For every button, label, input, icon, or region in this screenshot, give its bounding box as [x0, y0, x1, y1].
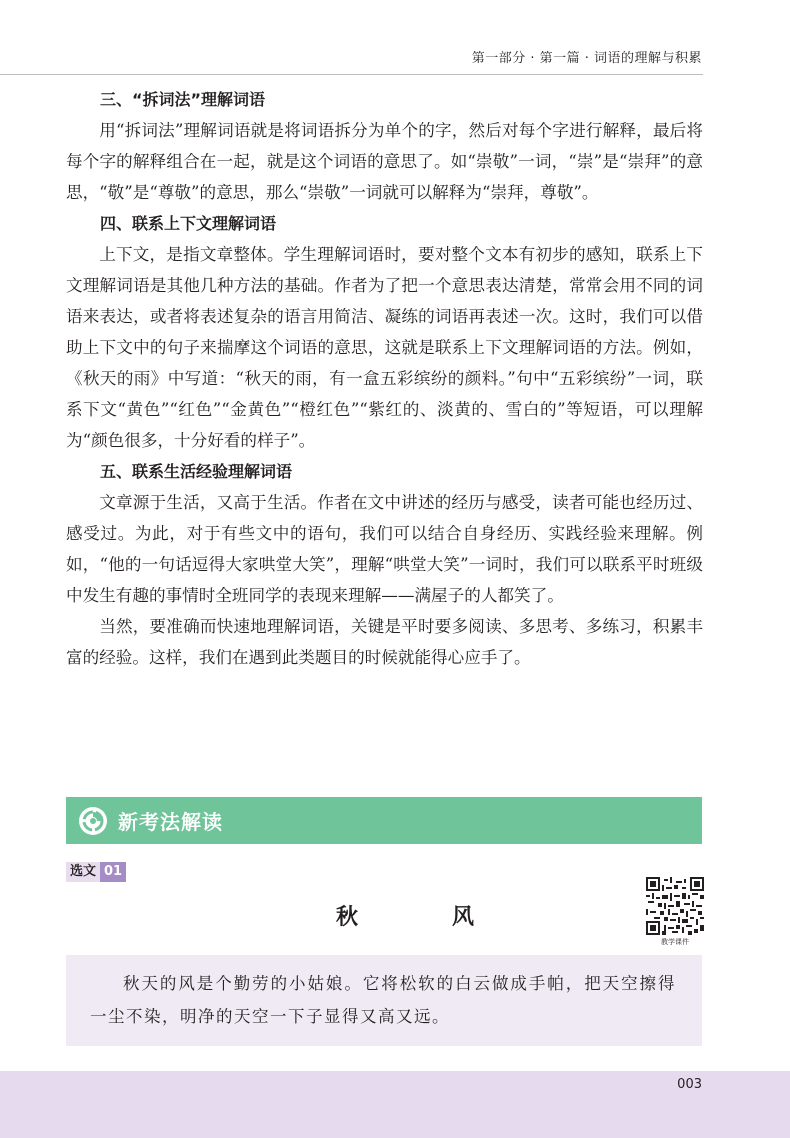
qr-caption: 教学课件	[661, 938, 689, 946]
selection-number: 01	[100, 862, 126, 882]
cycle-icon	[78, 806, 108, 836]
body-text	[66, 84, 703, 673]
page-number: 003	[677, 1077, 702, 1092]
paragraph: 文章源于生活，又高于生活。作者在文中讲述的经历与感受，读者可能也经历过、感受过。为此，对于有些文中的语句，我们可以结合自身经历、实践经验来理解。例如，“他的一句话逗得大家哄堂大笑”，理解“哄堂大笑”一词时，我们可以联系平时班级中发生有趣的事情时全班同学的表现来理解——满屋子的人都笑了。	[66, 493, 703, 605]
header-divider	[0, 74, 703, 75]
excerpt-box	[66, 955, 702, 1046]
section-title-5: 五、联系生活经验理解词语	[100, 462, 293, 481]
paragraph: 当然，要准确而快速地理解词语，关键是平时要多阅读、多思考、多练习，积累丰富的经验。这样，我们在遇到此类题目的时候就能得心应手了。	[66, 617, 703, 667]
page-footer	[0, 1071, 790, 1138]
qr-code-icon[interactable]	[646, 877, 704, 935]
excerpt-text: 秋天的风是个勤劳的小姑娘。它将松软的白云做成手帕，把天空擦得一尘不染，明净的天空一下子显得又高又远。	[90, 974, 676, 1026]
selection-label: 选文	[66, 862, 100, 882]
running-header: 第一部分 · 第一篇 · 词语的理解与积累	[471, 51, 702, 66]
story-title: 秋 风	[336, 904, 511, 930]
section-banner	[66, 797, 702, 844]
banner-title: 新考法解读	[118, 810, 223, 834]
section-title-4: 四、联系上下文理解词语	[100, 214, 277, 233]
paragraph: 用“拆词法”理解词语就是将词语拆分为单个的字，然后对每个字进行解释，最后将每个字的解释组合在一起，就是这个词语的意思了。如“崇敬”一词，“崇”是“崇拜”的意思，“敬”是“尊敬”的意思，那么“崇敬”一词就可以解释为“崇拜，尊敬”。	[66, 121, 703, 202]
selection-tag	[66, 862, 126, 882]
paragraph: 上下文，是指文章整体。学生理解词语时，要对整个文本有初步的感知，联系上下文理解词语是其他几种方法的基础。作者为了把一个意思表达清楚，常常会用不同的词语来表达，或者将表述复杂的语言用简洁、凝练的词语再表述一次。这时，我们可以借助上下文中的句子来揣摩这个词语的意思，这就是联系上下文理解词语的方法。例如，《秋天的雨》中写道：“秋天的雨，有一盒五彩缤纷的颜料。”句中“五彩缤纷”一词，联系下文“黄色”“红色”“金黄色”“橙红色”“紫红的、淡黄的、雪白的”等短语，可以理解为“颜色很多，十分好看的样子”。	[66, 245, 703, 450]
qr-code-block[interactable]	[646, 877, 704, 947]
section-title-3: 三、“拆词法”理解词语	[100, 90, 266, 109]
